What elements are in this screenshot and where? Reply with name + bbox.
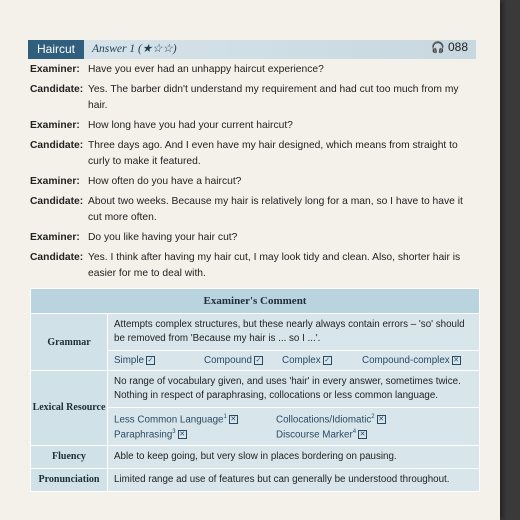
speaker: Examiner:	[30, 64, 80, 75]
track-number: 088	[447, 40, 468, 54]
utterance: Yes. The barber didn't understand my requirement and had cut too much from my hair.	[88, 84, 459, 111]
dialogue	[30, 62, 480, 286]
checkbox-icon: ✓	[255, 356, 262, 364]
utterance: How often do you have a haircut?	[88, 176, 242, 187]
speaker: Examiner:	[30, 232, 80, 243]
checkbox-icon: ✓	[147, 356, 154, 364]
criterion: Discourse Marker$^4$ ✕	[276, 429, 366, 441]
dialogue-row	[30, 82, 480, 114]
criterion: Paraphrasing$^3$ ✕	[114, 429, 186, 441]
cross-icon: ✕	[378, 416, 385, 424]
dialogue-row	[30, 62, 480, 78]
speaker: Candidate:	[30, 140, 84, 151]
grammar-text: Attempts complex structures, but these nearly always contain errors – 'so' should be removed from 'Because my hair is ... so I ...'.	[108, 314, 480, 351]
cross-icon: ✕	[179, 431, 186, 439]
criterion: Less Common Language$^1$ ✕	[114, 414, 237, 426]
grammar-criteria	[108, 351, 480, 371]
dialogue-row	[30, 118, 480, 134]
pronunciation-label: Pronunciation	[31, 468, 108, 491]
checkbox-icon: ✓	[324, 356, 331, 364]
dialogue-row	[30, 138, 480, 170]
criterion: Compound-complex ✕	[362, 355, 460, 366]
utterance: About two weeks. Because my hair is relatively long for a man, so I have to have it cut more often.	[88, 196, 463, 223]
criterion: Compound ✓	[204, 355, 262, 366]
comment-title: Examiner's Comment	[31, 289, 480, 314]
headphones-icon: 🎧	[431, 42, 445, 54]
utterance: Do you like having your hair cut?	[88, 232, 238, 243]
lexical-text: No range of vocabulary given, and uses 'hair' in every answer, sometimes twice. Nothing in respect of paraphrasing, collocations or less common language.	[108, 371, 480, 408]
speaker: Candidate:	[30, 252, 84, 263]
criterion: Collocations/Idiomatic$^2$ ✕	[276, 414, 385, 426]
speaker: Examiner:	[30, 120, 80, 131]
dialogue-row	[30, 194, 480, 226]
answer-label: Answer 1 (★☆☆)	[92, 43, 177, 55]
dialogue-row	[30, 174, 480, 190]
lexical-criteria	[108, 408, 480, 446]
pronunciation-text: Limited range ad use of features but can generally be understood throughout.	[108, 468, 480, 491]
cross-icon: ✕	[453, 356, 460, 364]
utterance: Three days ago. And I even have my hair designed, which means from straight to curly to make it featured.	[88, 140, 458, 167]
criterion: Simple ✓	[114, 355, 154, 366]
speaker: Candidate:	[30, 196, 84, 207]
fluency-text: Able to keep going, but very slow in places bordering on pausing.	[108, 445, 480, 468]
dialogue-row	[30, 250, 480, 282]
cross-icon: ✕	[230, 416, 237, 424]
utterance: How long have you had your current haircut?	[88, 120, 293, 131]
section-tab: Haircut	[28, 40, 84, 59]
grammar-label: Grammar	[31, 314, 108, 371]
dialogue-row	[30, 230, 480, 246]
cross-icon: ✕	[359, 431, 366, 439]
speaker: Candidate:	[30, 84, 84, 95]
examiner-comment-table	[30, 288, 480, 492]
audio-track	[431, 38, 468, 57]
fluency-label: Fluency	[31, 445, 108, 468]
utterance: Yes. I think after having my hair cut, I may look tidy and clean. Also, shorter hair is easier for me to deal with.	[88, 252, 461, 279]
criterion: Complex ✓	[282, 355, 331, 366]
speaker: Examiner:	[30, 176, 80, 187]
lexical-label: Lexical Resource	[31, 371, 108, 446]
utterance: Have you ever had an unhappy haircut experience?	[88, 64, 324, 75]
